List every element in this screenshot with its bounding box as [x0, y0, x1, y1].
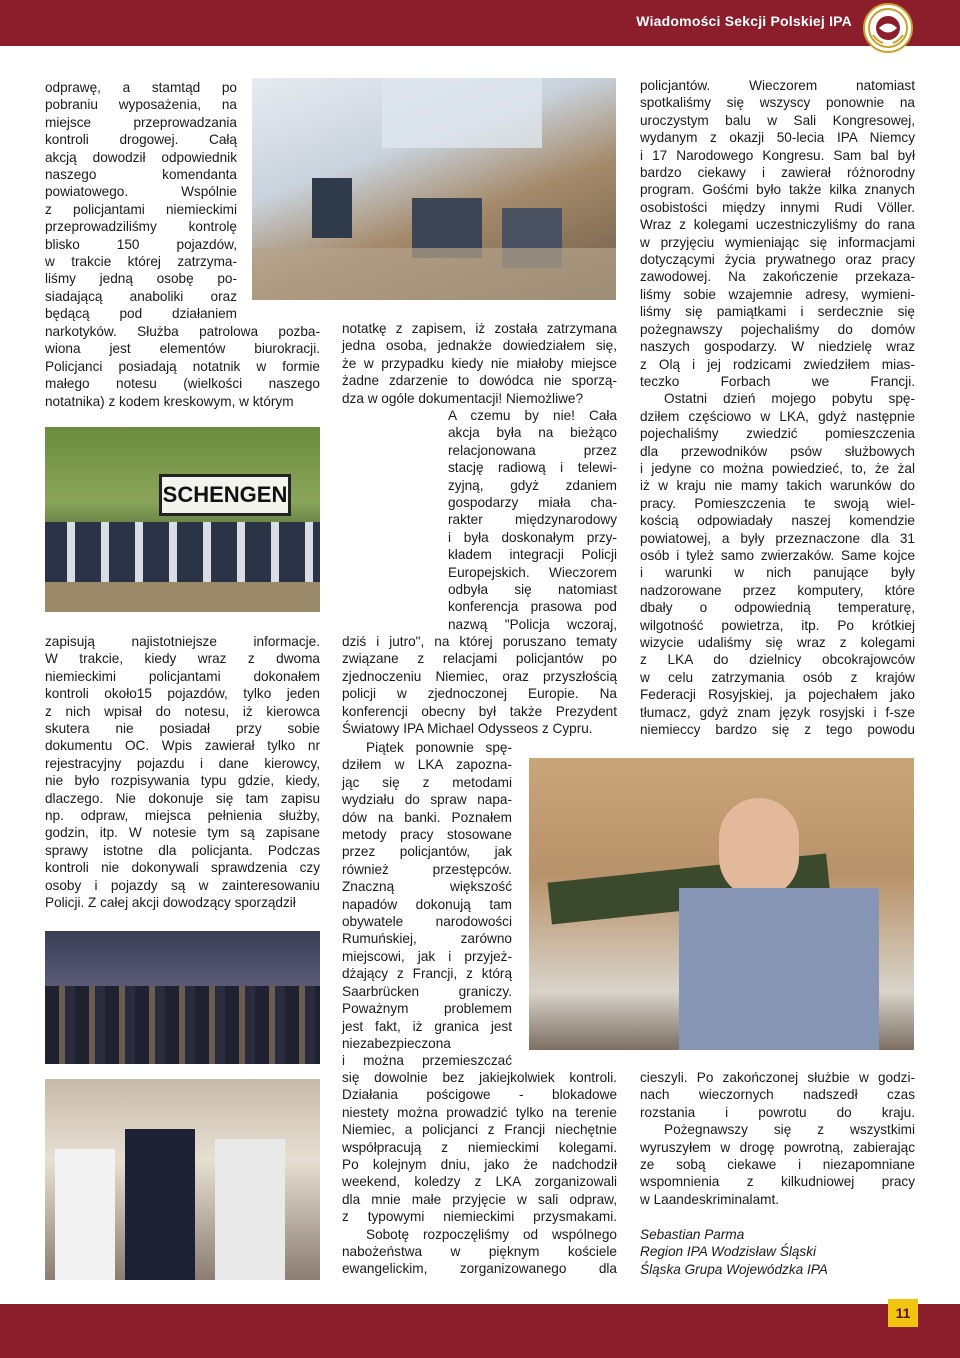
text-line: i jedyne co można powiedzieć, to, że żal	[640, 460, 915, 476]
text-line: Po kolejnym dniu, jako że nadchodził	[342, 1157, 617, 1173]
text-line: Niemiec, a policjanci z Francji niechętnie	[342, 1122, 617, 1138]
text-line: przez policjantów, jak	[342, 844, 512, 860]
text-line: kością odpowiadały naszej komendzie	[640, 513, 915, 529]
text-line: z policjantami niemieckimi	[45, 201, 237, 217]
text-line: sprawy istotne dla policjanta. Podczas	[45, 842, 320, 858]
text-line: metody pracy stosowane	[342, 827, 512, 843]
text-line: zawodowej. Na zakończenie przekaza-	[640, 269, 915, 285]
text-line: z nich wpisał do notesu, iż kierowca	[45, 703, 320, 719]
text-line: wilgotność powietrza, itp. Po krótkiej	[640, 617, 915, 633]
text-line: zapisują najistotniejsze informacje.	[45, 634, 320, 649]
text-line: spotkaliśmy się wszyscy ponownie na	[640, 95, 915, 111]
text-line: z Olą i jej rodzicami zwiedziłem mias-	[640, 356, 915, 372]
column-2-block-b	[448, 407, 617, 633]
text-line: akcja była na bieżąco	[448, 425, 617, 441]
text-line: Śląska Grupa Wojewódzka IPA	[640, 1261, 828, 1277]
text-line: wiona jest elementów biurokracji.	[45, 341, 320, 357]
text-line: policjantów. Wieczorem natomiast	[640, 78, 915, 93]
text-line: naszego komendanta	[45, 167, 237, 183]
text-line: dbały o odpowiednią temperaturę,	[640, 600, 915, 616]
text-line: Ostatni dzień mojego pobytu spę-	[664, 391, 915, 407]
text-line: jest fakt, iż granica jest	[342, 1018, 512, 1034]
text-line: Region IPA Wodzisław Śląski	[640, 1244, 817, 1260]
text-line: dziłem w LKA zapozna-	[342, 757, 512, 773]
text-line: konferencji obecny był także Prezydent	[342, 703, 617, 719]
column-1-wide	[45, 323, 320, 410]
text-line: gospodarzy miała cha-	[448, 495, 617, 511]
text-line: również przestępców.	[342, 861, 512, 877]
text-line: Pożegnawszy się z wszystkimi	[664, 1122, 915, 1138]
photo-schengen-sign-group	[45, 427, 320, 612]
photo-office-computers	[252, 78, 616, 300]
text-line: w Laandeskriminalamt.	[640, 1191, 780, 1207]
text-line: tłumacz, gdyż znam język rosyjski i f-sze	[640, 704, 915, 720]
text-line: niestety można prowadzić tylko na terenie	[342, 1104, 617, 1120]
header-bar	[0, 0, 960, 46]
column-3-block-a	[640, 77, 915, 738]
ipa-logo	[863, 3, 913, 53]
page-number: 11	[888, 1299, 918, 1327]
text-line: osobistości między innymi Rudi Völler.	[640, 199, 915, 215]
column-2-block-a	[342, 320, 617, 407]
text-line: wydanym z okazji 50-lecia IPA Niemcy	[640, 130, 915, 146]
text-line: konferencja prasowa pod	[448, 599, 617, 615]
text-line: i można przemieszczać	[342, 1053, 512, 1069]
text-line: niemieccy bardzo się z tego powodu	[640, 722, 915, 738]
text-line: odprawę, a stamtąd po	[45, 80, 237, 95]
text-line: wizycie udaliśmy się wraz z kolegami	[640, 635, 915, 650]
text-line: się dowolnie bez jakiejkolwiek kontroli.	[342, 1070, 617, 1085]
text-line: kładem integracji Policji	[448, 547, 617, 563]
text-line: powiatowej, a były przeznaczone dla 31	[640, 530, 915, 546]
text-line: i warunki w nich panujące były	[640, 565, 915, 581]
text-line: blisko 150 pojazdów,	[45, 236, 237, 252]
author-signature	[640, 1226, 915, 1278]
text-line: bardzo ciekawy i zawierał różnorodny	[640, 165, 915, 181]
text-line: dów na banki. Poznałem	[342, 809, 512, 825]
text-line: żadne zdarzenie to dowódca nie sporzą-	[342, 373, 617, 389]
text-line: Sebastian Parma	[640, 1227, 745, 1242]
text-line: dla przewodników psów służbowych	[640, 443, 915, 459]
text-line: Europejskich. Wieczorem	[448, 564, 617, 580]
text-line: uroczystym balu w Sali Kongresowej,	[640, 112, 915, 128]
text-line: dżający z Francji, z którą	[342, 966, 512, 982]
text-line: obywatele narodowości	[342, 914, 512, 930]
text-line: kontroli drogowej. Całą	[45, 132, 237, 148]
text-line: że w przypadku kiedy nie miałoby miejsce	[342, 355, 617, 371]
text-line: nadzorowane przez komputery, które	[640, 582, 915, 598]
text-line: niezabezpieczona	[342, 1035, 451, 1051]
text-line: A czemu by nie! Cała	[448, 408, 617, 423]
text-line: odbyła się natomiast	[448, 582, 617, 598]
text-line: Saarbrücken graniczy.	[342, 983, 512, 999]
text-line: rejestracyjny pojazdu i dane kierowcy,	[45, 755, 320, 771]
text-line: iż w kraju nie mamy takich warunków do	[640, 478, 915, 494]
text-line: dla mnie małe przyjęcie w sali odpraw,	[342, 1191, 617, 1207]
text-line: rakter międzynarodowy	[448, 512, 617, 528]
text-line: Rumuńskiej, zarówno	[342, 931, 512, 947]
text-line: pojechaliśmy zwiedzić pomieszczenia	[640, 426, 915, 442]
text-line: niemieckimi policjantami dokonałem	[45, 668, 320, 684]
text-line: będącą pod działaniem	[45, 306, 237, 322]
text-line: i była doskonałym przy-	[448, 529, 617, 545]
column-2-block-d	[342, 739, 512, 1070]
text-line: weekend, koledzy z LKA zorganizowali	[342, 1174, 617, 1190]
text-line: osoby i pojazdy są w zainteresowaniu	[45, 877, 320, 893]
text-line: wspomnienia z kilkudniowej pracy	[640, 1174, 915, 1190]
column-2-block-c	[342, 633, 617, 737]
text-line: w trakcie której zatrzyma-	[45, 254, 237, 270]
text-line: naszych gospodarzy. W niedzielę wraz	[640, 339, 915, 355]
text-line: Sobotę rozpoczęliśmy od wspólnego	[366, 1226, 617, 1242]
text-line: osób i tyleż samo zwierzaków. Same kojce	[640, 547, 915, 563]
text-line: napadów dokonują tam	[342, 896, 512, 912]
text-line: miejsce przeprowadzania	[45, 114, 237, 130]
text-line: kontroli około15 pojazdów, tylko jeden	[45, 686, 320, 702]
text-line: wyruszyłem w drogę powrotną, zabierając	[640, 1139, 915, 1155]
text-line: np. odpraw, miejsca pełnienia służby,	[45, 808, 320, 824]
text-line: program. Gośćmi było także kilka znanych	[640, 182, 915, 198]
text-line: Znaczną większość	[342, 879, 512, 895]
text-line: miejscowi, jak i przyjeż-	[342, 948, 512, 964]
column-3-block-b	[640, 1069, 915, 1208]
text-line: Działania pościgowe - blokadowe	[342, 1087, 617, 1103]
text-line: współpracują z niemieckimi kolegami.	[342, 1139, 617, 1155]
text-line: Policji. Z całej akcji dowodzący sporządził	[45, 895, 296, 911]
text-line: rozstania i powrotu do kraju.	[640, 1104, 915, 1120]
text-line: akcją dowodził odpowiednik	[45, 149, 237, 165]
text-line: policji w zjednoczonej Europie. Na	[342, 686, 617, 702]
text-line: relacjonowana przez	[448, 442, 617, 458]
text-line: w przyjęciu wymieniając się informacjami	[640, 234, 915, 250]
text-line: siadającą anaboliki oraz	[45, 288, 237, 304]
text-line: Federacji Rosyjskiej, ja pojechałem jako	[640, 687, 915, 703]
text-line: małego notesu (wielkości naszego	[45, 376, 320, 392]
column-1-top	[45, 79, 237, 323]
text-line: zyjną, gdyż zdaniem	[448, 477, 617, 493]
text-line: nabożeństwa w pięknym kościele	[342, 1244, 617, 1260]
text-line: notatnika) z kodem kreskowym, w którym	[45, 393, 294, 409]
text-line: powiatowego. Wspólnie	[45, 184, 237, 200]
text-line: dziś i jutro", na której poruszano tematy	[342, 634, 617, 649]
text-line: jedna osoba, jednakże dowiedziałem się,	[342, 338, 617, 354]
text-line: narkotyków. Służba patrolowa pozba-	[45, 324, 320, 339]
text-line: teczko Forbach we Francji.	[640, 373, 915, 389]
text-line: z LKA do dzielnicy obcokrajowców	[640, 652, 915, 668]
text-line: liśmy sobie wzajemnie adresy, wymieni-	[640, 286, 915, 302]
text-line: nach wieczornych nadszedł czas	[640, 1087, 915, 1103]
text-line: dokumentu OC. Wpis zawierał tylko nr	[45, 738, 320, 754]
text-line: dza w ogóle dokumentacji! Niemożliwe?	[342, 390, 584, 406]
text-line: Policjanci posiadają notatnik w formie	[45, 358, 320, 374]
column-1-middle	[45, 633, 320, 912]
photo-officer-with-weapon	[529, 758, 914, 1050]
text-line: W trakcie, kiedy wraz z dwoma	[45, 651, 320, 667]
text-line: cieszyli. Po zakończonej służbie w godzi-	[640, 1070, 915, 1085]
text-line: liśmy jedną osobę po-	[45, 271, 237, 287]
text-line: kontroli nie dokonywali sprawdzenia czy	[45, 860, 320, 876]
text-line: godzin, itp. W notesie tym są zapisane	[45, 825, 320, 841]
footer-bar	[0, 1304, 960, 1358]
schengen-sign: SCHENGEN	[159, 474, 291, 516]
text-line: związane z relacjami policjantów po	[342, 651, 617, 667]
text-line: i 17 Narodowego Kongresu. Sam bal był	[640, 147, 915, 163]
text-line: jąc się z metodami	[342, 774, 512, 790]
text-line: nie było rozpisywania typu gdzie, kiedy,	[45, 773, 320, 789]
text-line: w celu zatrzymania osób z krajów	[640, 669, 915, 685]
text-line: notatkę z zapisem, iż została zatrzymana	[342, 321, 617, 336]
text-line: pobraniu wyposażenia, na	[45, 97, 237, 113]
photo-conference-audience	[45, 931, 320, 1064]
text-line: stację radiową i telewi-	[448, 460, 617, 476]
text-line: Światowy IPA Michael Odysseos z Cypru.	[342, 721, 593, 737]
text-line: Wraz z kolegami uczestniczyliśmy do rana	[640, 217, 915, 233]
text-line: liśmy się pamiątkami i serdecznie się	[640, 304, 915, 320]
text-line: wydziału do spraw napa-	[342, 792, 512, 808]
text-line: Piątek ponownie spę-	[366, 740, 512, 755]
text-line: Poważnym problemem	[342, 1001, 512, 1017]
text-line: z typowymi niemieckimi przysmakami.	[342, 1209, 617, 1225]
text-line: pożegnawszy pojechaliśmy do domów	[640, 321, 915, 337]
text-line: pracy. Pomieszczenia te swoją wiel-	[640, 495, 915, 511]
text-line: przeprowadziliśmy kontrolę	[45, 219, 237, 235]
text-line: nazwą "Policja wczoraj,	[448, 616, 617, 632]
header-title: Wiadomości Sekcji Polskiej IPA	[636, 13, 852, 29]
text-line: dziłem częściowo w LKA, gdyż następnie	[640, 408, 915, 424]
globe-emblem-icon	[865, 5, 911, 51]
photo-award-handshake	[45, 1079, 320, 1280]
text-line: dlaczego. Nie dokonuje się tam zapisu	[45, 790, 320, 806]
text-line: zjednoczeniu Niemiec, oraz przyszłością	[342, 668, 617, 684]
column-2-block-e	[342, 1069, 617, 1278]
text-line: skutera nie posiadał przy sobie	[45, 721, 320, 737]
text-line: dotyczącymi życia prywatnego oraz pracy	[640, 252, 915, 268]
text-line: ewangelickim, zorganizowanego dla	[342, 1261, 617, 1277]
text-line: ze sobą ciekawe i niezapomniane	[640, 1157, 915, 1173]
